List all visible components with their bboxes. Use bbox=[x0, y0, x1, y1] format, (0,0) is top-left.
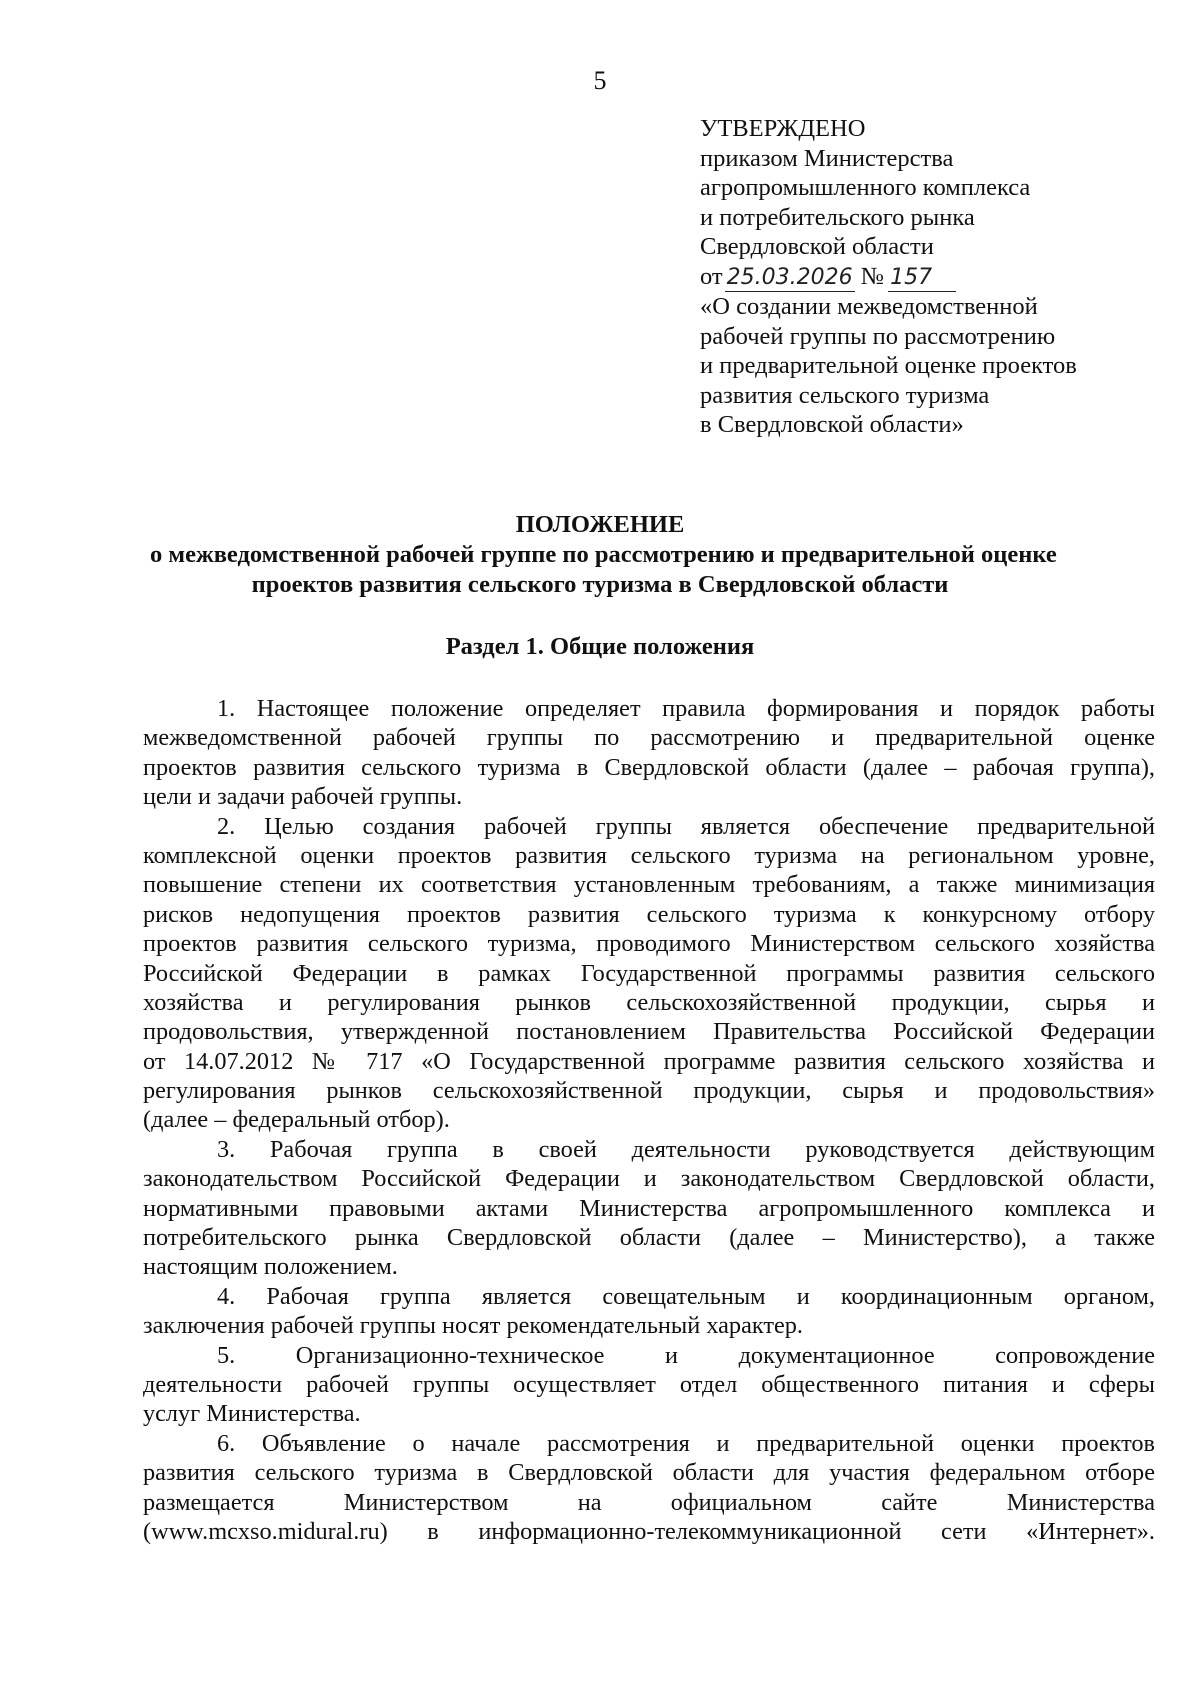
text-line: потребительского рынка Свердловской области (далее – Министерство), а также bbox=[143, 1224, 1155, 1252]
text-line: проектов развития сельского туризма в Свердловской области (далее – рабочая группа), bbox=[143, 753, 1155, 781]
title-subtitle-line: о межведомственной рабочей группе по рассмотрению и предварительной оценке bbox=[150, 541, 1057, 568]
text-line: услуг Министерства. bbox=[143, 1400, 361, 1428]
document-body bbox=[143, 694, 1155, 1546]
text-line: комплексной оценки проектов развития сельского туризма на региональном уровне, bbox=[143, 841, 1155, 869]
approval-line: и потребительского рынка bbox=[700, 203, 975, 231]
document-title bbox=[150, 510, 1057, 600]
text-line: Российской Федерации в рамках Государственной программы развития сельского bbox=[143, 959, 1155, 987]
approval-line: агропромышленного комплекса bbox=[700, 174, 1031, 202]
paragraph-6 bbox=[143, 1429, 1155, 1547]
text-line: рисков недопущения проектов развития сельского туризма к конкурсному отбору bbox=[143, 900, 1155, 928]
approval-line: УТВЕРЖДЕНО bbox=[700, 115, 866, 142]
paragraph-1 bbox=[143, 694, 1155, 812]
page-number: 5 bbox=[593, 66, 607, 95]
text-line: деятельности рабочей группы осуществляет отдел общественного питания и сферы bbox=[143, 1370, 1155, 1398]
text-line: 6. Объявление о начале рассмотрения и предварительной оценки проектов bbox=[217, 1429, 1155, 1457]
title-subtitle-line: проектов развития сельского туризма в Свердловской области bbox=[251, 571, 949, 598]
paragraph-4 bbox=[143, 1282, 1155, 1341]
section-title: Раздел 1. Общие положения bbox=[445, 633, 755, 660]
text-line: нормативными правовыми актами Министерства агропромышленного комплекса и bbox=[143, 1194, 1155, 1222]
text-line: продовольствия, утвержденной постановлением Правительства Российской Федерации bbox=[143, 1018, 1155, 1046]
text-line: 4. Рабочая группа является совещательным и координационным органом, bbox=[217, 1282, 1155, 1310]
date-prefix: от bbox=[700, 262, 723, 290]
text-line: (www.mcxso.midural.ru) в информационно-телекоммуникационной сети «Интернет». bbox=[143, 1517, 1155, 1545]
text-line: размещается Министерством на официальном сайте Министерства bbox=[143, 1488, 1155, 1516]
text-line: законодательством Российской Федерации и законодательством Свердловской области, bbox=[143, 1165, 1155, 1193]
text-line: межведомственной рабочей группы по рассмотрению и предварительной оценке bbox=[143, 724, 1155, 752]
approval-line: Свердловской области bbox=[700, 233, 934, 261]
text-line: развития сельского туризма в Свердловской области для участия федеральном отборе bbox=[143, 1459, 1155, 1487]
text-line: 2. Целью создания рабочей группы является обеспечение предварительной bbox=[217, 812, 1155, 840]
subject-line: рабочей группы по рассмотрению bbox=[700, 322, 1056, 350]
text-line: настоящим положением. bbox=[143, 1253, 398, 1281]
handwritten-order-number: 157 bbox=[888, 265, 956, 292]
text-line: повышение степени их соответствия установленным требованиям, а также минимизация bbox=[143, 871, 1155, 899]
handwritten-date: 25.03.2026 bbox=[726, 264, 853, 290]
paragraph-3 bbox=[143, 1135, 1155, 1282]
text-line: от 14.07.2012 № 717 «О Государственной программе развития сельского хозяйства и bbox=[143, 1047, 1155, 1075]
text-line: регулирования рынков сельскохозяйственной продукции, сырья и продовольствия» bbox=[143, 1077, 1155, 1105]
text-line: заключения рабочей группы носят рекомендательный характер. bbox=[143, 1312, 803, 1340]
text-line: (далее – федеральный отбор). bbox=[143, 1106, 450, 1134]
text-line: проектов развития сельского туризма, проводимого Министерством сельского хозяйства bbox=[143, 930, 1155, 958]
subject-line: и предварительной оценке проектов bbox=[700, 352, 1077, 380]
text-line: 1. Настоящее положение определяет правила формирования и порядок работы bbox=[217, 695, 1155, 722]
text-line: цели и задачи рабочей группы. bbox=[143, 783, 463, 811]
subject-line: в Свердловской области» bbox=[700, 411, 964, 439]
approval-line: приказом Министерства bbox=[700, 144, 954, 172]
subject-line: «О создании межведомственной bbox=[700, 292, 1038, 320]
text-line: 3. Рабочая группа в своей деятельности руководствуется действующим bbox=[217, 1135, 1155, 1163]
approval-stamp-block bbox=[700, 114, 1160, 440]
title-heading: ПОЛОЖЕНИЕ bbox=[515, 511, 685, 538]
paragraph-2 bbox=[143, 812, 1155, 1135]
paragraph-5 bbox=[143, 1341, 1155, 1429]
subject-line: развития сельского туризма bbox=[700, 381, 990, 409]
text-line: 5. Организационно-техническое и документационное сопровождение bbox=[217, 1341, 1155, 1369]
order-date-number-line bbox=[700, 262, 1160, 292]
text-line: хозяйства и регулирования рынков сельскохозяйственной продукции, сырья и bbox=[143, 988, 1155, 1016]
number-prefix: № bbox=[860, 262, 885, 290]
